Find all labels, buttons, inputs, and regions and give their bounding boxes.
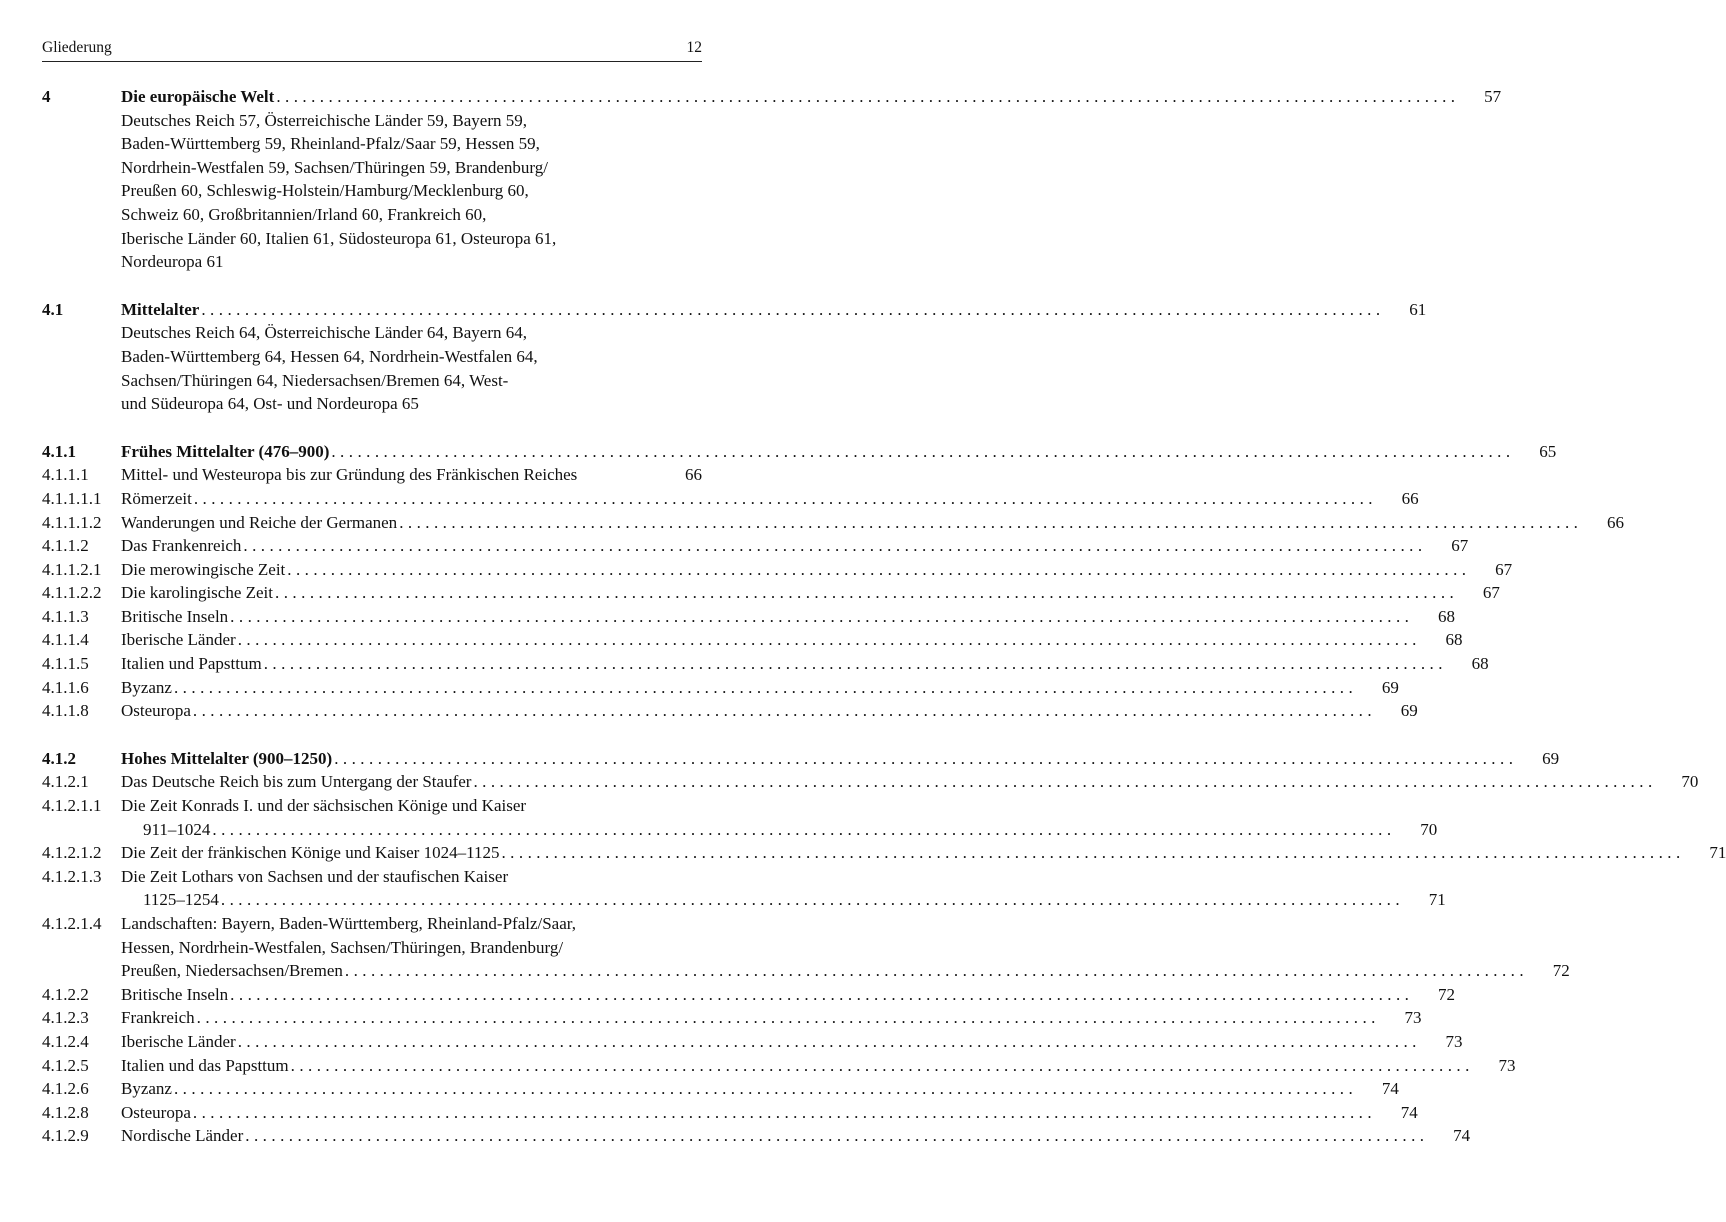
table-of-contents bbox=[42, 85, 1726, 1148]
region-line: Nordeuropa 61 bbox=[121, 252, 224, 272]
toc-entry-number: 4.1.1.1.2 bbox=[42, 512, 102, 532]
dot-leader bbox=[274, 85, 1455, 109]
toc-entry-4-regions bbox=[42, 109, 702, 274]
toc-entry-title: Das Deutsche Reich bis zum Untergang der Staufer bbox=[121, 772, 472, 792]
toc-entry-number: 4.1.2.3 bbox=[42, 1008, 89, 1028]
toc-entry-page: 73 bbox=[1404, 1008, 1422, 1028]
toc-entry-title: Die Zeit Konrads I. und der sächsischen Könige und Kaiser bbox=[121, 796, 527, 816]
toc-entry-page: 66 bbox=[1607, 512, 1625, 532]
dot-leader bbox=[285, 558, 1466, 582]
toc-entry-number: 4.1.1.2.1 bbox=[42, 559, 102, 579]
dot-leader bbox=[273, 581, 1454, 605]
dot-leader bbox=[499, 841, 1680, 865]
toc-entry-number: 4.1.1 bbox=[42, 441, 76, 461]
region-line: Schweiz 60, Großbritannien/Irland 60, Frankreich 60, bbox=[121, 204, 487, 224]
toc-entry-title: Landschaften: Bayern, Baden-Württemberg, Rheinland-Pfalz/Saar, bbox=[121, 914, 577, 933]
toc-entry-number: 4.1.2.4 bbox=[42, 1031, 89, 1051]
toc-entry-page: 71 bbox=[1709, 843, 1726, 863]
toc-entry bbox=[42, 699, 1418, 723]
toc-entry-number: 4.1.1.8 bbox=[42, 701, 89, 721]
toc-entry-title: Italien und Papsttum bbox=[121, 654, 262, 674]
toc-entry-title: Die karolingische Zeit bbox=[121, 583, 274, 603]
toc-entry-title-continued: Preußen, Niedersachsen/Bremen bbox=[121, 961, 343, 981]
region-line: Baden-Württemberg 59, Rheinland-Pfalz/Saar 59, Hessen 59, bbox=[121, 134, 540, 154]
dot-leader bbox=[262, 652, 1443, 676]
toc-entry-page: 73 bbox=[1445, 1031, 1463, 1051]
toc-entry-page: 68 bbox=[1438, 606, 1456, 626]
toc-entry bbox=[42, 983, 1456, 1007]
toc-entry-number: 4.1.1.5 bbox=[42, 654, 89, 674]
toc-entry bbox=[42, 794, 1438, 841]
toc-entry bbox=[42, 912, 1570, 983]
page-number: 12 bbox=[686, 39, 702, 56]
running-header bbox=[42, 38, 702, 62]
toc-section-4-1-2 bbox=[42, 747, 1726, 1148]
toc-entry-page: 74 bbox=[1400, 1102, 1418, 1122]
toc-entry bbox=[42, 534, 1469, 558]
dot-leader bbox=[332, 747, 1513, 771]
toc-entry-title: Nordische Länder bbox=[121, 1126, 244, 1146]
toc-entry-number: 4.1 bbox=[42, 299, 64, 319]
toc-entry-page: 57 bbox=[1484, 87, 1502, 106]
toc-entry bbox=[42, 747, 1560, 771]
toc-entry-page: 69 bbox=[1542, 748, 1560, 768]
region-line: Nordrhein-Westfalen 59, Sachsen/Thüringen 59, Brandenburg/ bbox=[121, 157, 548, 177]
toc-entry bbox=[42, 463, 702, 487]
dot-leader bbox=[172, 1077, 1353, 1101]
dot-leader bbox=[243, 1124, 1424, 1148]
region-line: und Südeuropa 64, Ost- und Nordeuropa 65 bbox=[121, 394, 419, 414]
dot-leader bbox=[195, 1006, 1376, 1030]
dot-leader bbox=[471, 770, 1652, 794]
toc-entry bbox=[42, 652, 1489, 676]
toc-entry-title: Britische Inseln bbox=[121, 606, 229, 626]
toc-entry-title: Byzanz bbox=[121, 1079, 172, 1099]
toc-entry-title: Die Zeit der fränkischen Könige und Kaiser 1024–1125 bbox=[121, 843, 500, 863]
toc-section-4-1-1 bbox=[42, 440, 1625, 723]
toc-entry bbox=[42, 1054, 1516, 1078]
toc-entry-page: 66 bbox=[685, 465, 702, 485]
toc-entry-4-1-regions bbox=[42, 321, 702, 415]
toc-entry-page: 74 bbox=[1453, 1126, 1471, 1146]
toc-entry-title: Wanderungen und Reiche der Germanen bbox=[121, 512, 398, 532]
toc-entry-number: 4.1.1.3 bbox=[42, 606, 89, 626]
toc-entry bbox=[42, 770, 1699, 794]
toc-entry-title: Osteuropa bbox=[121, 1102, 191, 1122]
toc-entry-number: 4.1.1.1.1 bbox=[42, 488, 102, 508]
toc-entry-number: 4.1.1.2.2 bbox=[42, 583, 102, 603]
toc-entry bbox=[42, 841, 1726, 865]
toc-entry bbox=[42, 605, 1456, 629]
region-line: Baden-Württemberg 64, Hessen 64, Nordrhein-Westfalen 64, bbox=[121, 346, 538, 366]
toc-entry-page: 70 bbox=[1420, 819, 1438, 839]
dot-leader bbox=[397, 511, 1578, 535]
toc-entry-page: 72 bbox=[1552, 961, 1570, 981]
toc-entry-page: 74 bbox=[1381, 1079, 1399, 1099]
toc-entry-number: 4.1.2.1 bbox=[42, 772, 89, 792]
toc-entry bbox=[42, 1124, 1471, 1148]
region-line: Preußen 60, Schleswig-Holstein/Hamburg/Mecklenburg 60, bbox=[121, 181, 529, 201]
toc-entry-title-continued: Hessen, Nordrhein-Westfalen, Sachsen/Thüringen, Brandenburg/ bbox=[121, 937, 564, 957]
toc-entry-title: Mittel- und Westeuropa bis zur Gründung des Fränkischen Reiches bbox=[121, 465, 578, 485]
dot-leader bbox=[191, 699, 1372, 723]
region-line: Sachsen/Thüringen 64, Niedersachsen/Bremen 64, West- bbox=[121, 370, 509, 390]
toc-entry bbox=[42, 1101, 1418, 1125]
dot-leader bbox=[228, 983, 1409, 1007]
dot-leader bbox=[219, 888, 1400, 912]
toc-entry-page: 67 bbox=[1495, 559, 1513, 579]
toc-entry-page: 67 bbox=[1482, 583, 1500, 603]
toc-entry-number: 4.1.2.6 bbox=[42, 1079, 89, 1099]
dot-leader bbox=[241, 534, 1422, 558]
toc-entry-title: Mittelalter bbox=[121, 299, 200, 319]
toc-entry-number: 4.1.2.8 bbox=[42, 1102, 89, 1122]
region-line: Iberische Länder 60, Italien 61, Südosteuropa 61, Osteuropa 61, bbox=[121, 228, 557, 248]
dot-leader bbox=[236, 1030, 1417, 1054]
toc-entry-title: Die europäische Welt bbox=[121, 87, 275, 106]
toc-entry bbox=[42, 1077, 1399, 1101]
toc-entry bbox=[42, 511, 1625, 535]
toc-entry bbox=[42, 440, 1557, 464]
dot-leader bbox=[199, 298, 1380, 322]
toc-entry-page: 73 bbox=[1498, 1055, 1516, 1075]
toc-entry-number: 4 bbox=[42, 87, 51, 106]
toc-entry-number: 4.1.2.1.2 bbox=[42, 843, 102, 863]
dot-leader bbox=[210, 818, 1391, 842]
toc-entry-title-continued: 911–1024 bbox=[143, 819, 211, 839]
dot-leader bbox=[228, 605, 1409, 629]
toc-entry-title: Iberische Länder bbox=[121, 630, 236, 650]
toc-entry-number: 4.1.2 bbox=[42, 748, 76, 768]
toc-entry-title: Iberische Länder bbox=[121, 1031, 236, 1051]
toc-entry-title: Britische Inseln bbox=[121, 984, 229, 1004]
dot-leader bbox=[343, 959, 1524, 983]
toc-entry-title: Das Frankenreich bbox=[121, 536, 242, 556]
toc-entry-page: 70 bbox=[1681, 772, 1699, 792]
toc-entry-title: Italien und das Papsttum bbox=[121, 1055, 289, 1075]
toc-entry-title: Römerzeit bbox=[121, 488, 192, 508]
toc-entry bbox=[42, 1006, 1422, 1030]
toc-entry-number: 4.1.1.1 bbox=[42, 465, 89, 485]
toc-entry-title: Die Zeit Lothars von Sachsen und der staufischen Kaiser bbox=[121, 866, 509, 886]
toc-entry-4 bbox=[42, 85, 1502, 109]
toc-entry-title: Frankreich bbox=[121, 1008, 195, 1028]
toc-entry-number: 4.1.1.6 bbox=[42, 677, 89, 697]
region-line: Deutsches Reich 57, Österreichische Länder 59, Bayern 59, bbox=[121, 110, 527, 130]
toc-entry-number: 4.1.2.1.1 bbox=[42, 796, 102, 816]
toc-entry-title: Hohes Mittelalter (900–1250) bbox=[121, 748, 333, 768]
toc-entry-page: 61 bbox=[1409, 299, 1427, 319]
toc-entry bbox=[42, 865, 1446, 912]
toc-entry bbox=[42, 628, 1463, 652]
running-header-title: Gliederung bbox=[42, 39, 112, 56]
toc-entry-title: Osteuropa bbox=[121, 701, 191, 721]
toc-entry-number: 4.1.1.2 bbox=[42, 536, 89, 556]
toc-entry-page: 65 bbox=[1539, 441, 1557, 461]
toc-entry-page: 67 bbox=[1451, 536, 1469, 556]
dot-leader bbox=[236, 628, 1417, 652]
toc-entry-page: 66 bbox=[1401, 488, 1419, 508]
toc-entry-number: 4.1.2.9 bbox=[42, 1126, 89, 1146]
toc-entry-page: 69 bbox=[1400, 701, 1418, 721]
toc-entry-page: 68 bbox=[1471, 654, 1489, 674]
dot-leader bbox=[172, 676, 1353, 700]
dot-leader bbox=[289, 1054, 1470, 1078]
toc-entry-title: Byzanz bbox=[121, 677, 172, 697]
toc-entry-page: 71 bbox=[1428, 890, 1446, 910]
region-line: Deutsches Reich 64, Österreichische Länder 64, Bayern 64, bbox=[121, 323, 527, 343]
toc-entry bbox=[42, 1030, 1463, 1054]
toc-entry-title-continued: 1125–1254 bbox=[143, 890, 219, 910]
toc-entry-title: Frühes Mittelalter (476–900) bbox=[121, 441, 330, 461]
toc-entry-number: 4.1.2.5 bbox=[42, 1055, 89, 1075]
toc-entry-page: 72 bbox=[1438, 984, 1456, 1004]
toc-entry-4-1 bbox=[42, 298, 1427, 322]
toc-entry bbox=[42, 581, 1500, 605]
toc-entry-number: 4.1.2.1.4 bbox=[42, 914, 102, 933]
toc-entry bbox=[42, 487, 1419, 511]
toc-entry-number: 4.1.1.4 bbox=[42, 630, 89, 650]
toc-entry-title: Die merowingische Zeit bbox=[121, 559, 286, 579]
dot-leader bbox=[191, 1101, 1372, 1125]
toc-entry-number: 4.1.2.1.3 bbox=[42, 866, 102, 886]
dot-leader bbox=[329, 440, 1510, 464]
toc-entry-page: 68 bbox=[1445, 630, 1463, 650]
toc-entry-page: 69 bbox=[1381, 677, 1399, 697]
dot-leader bbox=[192, 487, 1373, 511]
toc-entry bbox=[42, 676, 1399, 700]
toc-entry-number: 4.1.2.2 bbox=[42, 984, 89, 1004]
toc-entry bbox=[42, 558, 1513, 582]
